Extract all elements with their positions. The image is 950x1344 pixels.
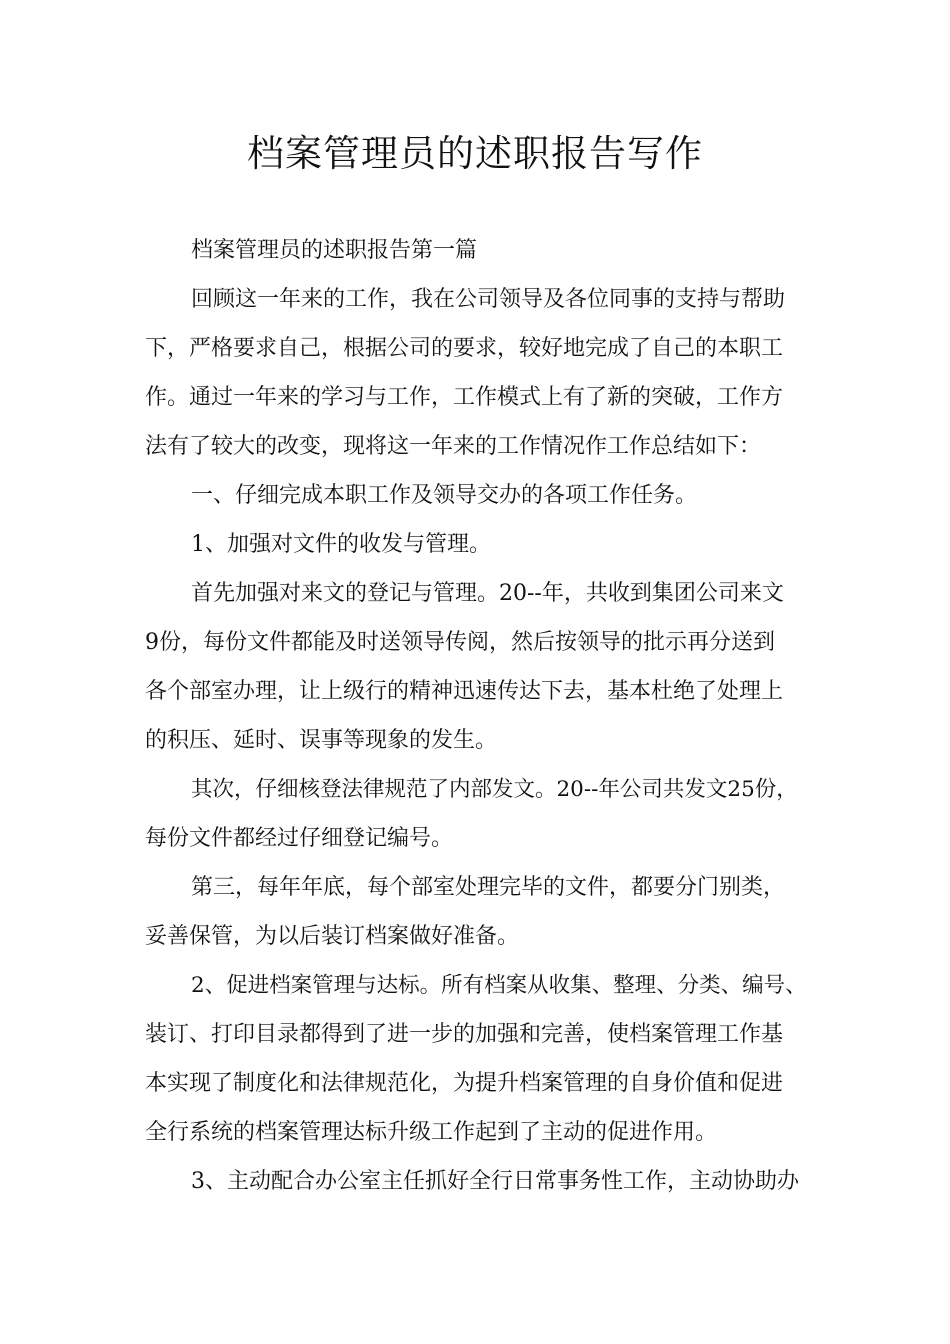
text-line: 法有了较大的改变，现将这一年来的工作情况作工作总结如下： bbox=[145, 434, 762, 459]
text-line: 1、加强对文件的收发与管理。 bbox=[191, 532, 491, 557]
text-line: 其次，仔细核登法律规范了内部发文。20--年公司共发文25份， bbox=[191, 777, 798, 802]
text-line: 第三，每年年底，每个部室处理完毕的文件，都要分门别类， bbox=[191, 875, 786, 900]
text-line: 档案管理员的述职报告第一篇 bbox=[191, 238, 478, 263]
text-line: 一、仔细完成本职工作及领导交办的各项工作任务。 bbox=[191, 483, 698, 508]
text-line: 回顾这一年来的工作，我在公司领导及各位同事的支持与帮助 bbox=[191, 287, 786, 312]
text-line: 全行系统的档案管理达标升级工作起到了主动的促进作用。 bbox=[145, 1120, 718, 1145]
text-line: 的积压、延时、误事等现象的发生。 bbox=[145, 728, 498, 753]
text-line: 首先加强对来文的登记与管理。20--年，共收到集团公司来文 bbox=[191, 581, 784, 606]
text-line: 装订、打印目录都得到了进一步的加强和完善，使档案管理工作基 bbox=[145, 1022, 784, 1047]
text-line: 3、主动配合办公室主任抓好全行日常事务性工作，主动协助办 bbox=[191, 1169, 799, 1194]
text-line: 本实现了制度化和法律规范化，为提升档案管理的自身价值和促进 bbox=[145, 1071, 784, 1096]
document-body bbox=[145, 226, 810, 1206]
text-line: 妥善保管，为以后装订档案做好准备。 bbox=[145, 924, 520, 949]
text-line: 下，严格要求自己，根据公司的要求，较好地完成了自己的本职工 bbox=[145, 336, 784, 361]
text-line: 每份文件都经过仔细登记编号。 bbox=[145, 826, 454, 851]
document-title: 档案管理员的述职报告写作 bbox=[247, 132, 703, 175]
text-line: 作。通过一年来的学习与工作，工作模式上有了新的突破，工作方 bbox=[145, 385, 784, 410]
text-line: 2、促进档案管理与达标。所有档案从收集、整理、分类、编号、 bbox=[191, 973, 807, 998]
text-line: 各个部室办理，让上级行的精神迅速传达下去，基本杜绝了处理上 bbox=[145, 679, 784, 704]
text-line: 9份，每份文件都能及时送领导传阅，然后按领导的批示再分送到 bbox=[145, 630, 775, 655]
